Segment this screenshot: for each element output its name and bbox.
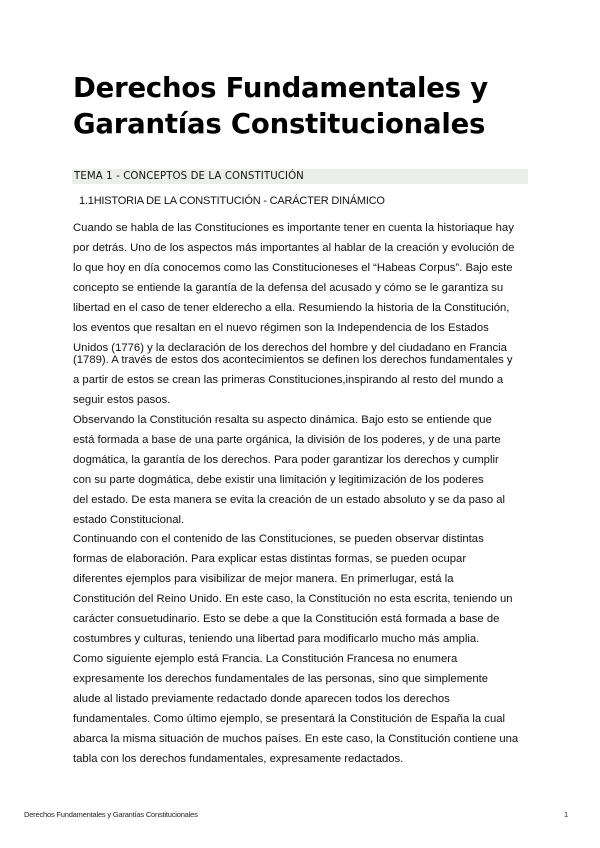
paragraph-line: dogmática, la garantía de los derechos. Para poder garantizar los derechos y cumplir [73, 454, 499, 466]
paragraph-line: (1789). A través de estos dos acontecimientos se definen los derechos fundamentales y [73, 354, 513, 366]
paragraph-line: del estado. De esta manera se evita la creación de un estado absoluto y se da paso al [73, 494, 506, 506]
subsection-heading: 1.1HISTORIA DE LA CONSTITUCIÓN - CARÁCTER DINÁMICO [79, 195, 385, 207]
paragraph-line: Constitución del Reino Unido. En este caso, la Constitución no esta escrita, teniendo un [73, 593, 513, 605]
paragraph-line: abarca la misma situación de muchos países. En este caso, la Constitución contiene una [73, 733, 519, 745]
paragraph-line: Observando la Constitución resalta su aspecto dinámica. Bajo esto se entiende que [73, 414, 492, 426]
paragraph-line: costumbres y culturas, teniendo una libertad para modificarlo mucho más amplia. [73, 633, 480, 645]
section-heading: TEMA 1 - CONCEPTOS DE LA CONSTITUCIÓN [74, 171, 304, 182]
paragraph-line: Como siguiente ejemplo está Francia. La Constitución Francesa no enumera [73, 653, 458, 665]
paragraph-line: con su parte dogmática, debe existir una limitación y legitimización de los poderes [73, 474, 484, 486]
paragraph-line: carácter consuetudinario. Esto se debe a que la Constitución está formada a base de [73, 613, 500, 625]
paragraph-line: los eventos que resaltan en el nuevo régimen son la Independencia de los Estados [73, 322, 489, 334]
paragraph-line: expresamente los derechos fundamentales de las personas, sino que simplemente [73, 673, 489, 685]
paragraph-line: estado Constitucional. [73, 514, 185, 526]
paragraph-line: tabla con los derechos fundamentales, expresamente redactados. [73, 753, 404, 765]
title-line-1: Derechos Fundamentales y [73, 72, 488, 104]
paragraph-line: lo que hoy en día conocemos como las Constitucioneses el “Habeas Corpus”. Bajo este [73, 262, 513, 274]
paragraph-3 [73, 529, 536, 769]
paragraph-line: Continuando con el contenido de las Constituciones, se pueden observar distintas [73, 533, 484, 545]
paragraph-line: Unidos (1776) y la declaración de los derechos del hombre y del ciudadano en Francia [73, 342, 507, 354]
paragraph-line: diferentes ejemplos para visibilizar de mejor manera. En primerlugar, está la [73, 573, 454, 585]
paragraph-line: libertad en el caso de tener elderecho a ella. Resumiendo la historia de la Constitución, [73, 302, 510, 314]
paragraph-line: concepto se entiende la garantía de la defensa del acusado y cómo se le garantiza su [73, 282, 504, 294]
paragraph-line: por detrás. Uno de los aspectos más importantes al hablar de la creación y evolución de [73, 242, 515, 254]
paragraph-line: alude al listado previamente redactado donde aparecen todos los derechos [73, 693, 450, 705]
paragraph-line: formas de elaboración. Para explicar estas distintas formas, se pueden ocupar [73, 553, 467, 565]
footer-title: Derechos Fundamentales y Garantías Constitucionales [24, 810, 198, 819]
paragraph-line: fundamentales. Como último ejemplo, se presentará la Constitución de España la cual [73, 713, 506, 725]
paragraph-line: Cuando se habla de las Constituciones es importante tener en cuenta la historiaque hay [73, 222, 514, 234]
paragraph-2 [73, 410, 536, 530]
paragraph-line: seguir estos pasos. [73, 394, 171, 406]
paragraph-line: a partir de estos se crean las primeras Constituciones,inspirando al resto del mundo a [73, 374, 504, 386]
title-line-2: Garantías Constitucionales [73, 108, 486, 140]
paragraph-1 [73, 218, 536, 358]
document-title [73, 70, 543, 142]
paragraph-1-continued [73, 350, 536, 410]
paragraph-line: está formada a base de una parte orgánica, la división de los poderes, y de una parte [73, 434, 501, 446]
footer-page-number: 1 [564, 810, 569, 819]
